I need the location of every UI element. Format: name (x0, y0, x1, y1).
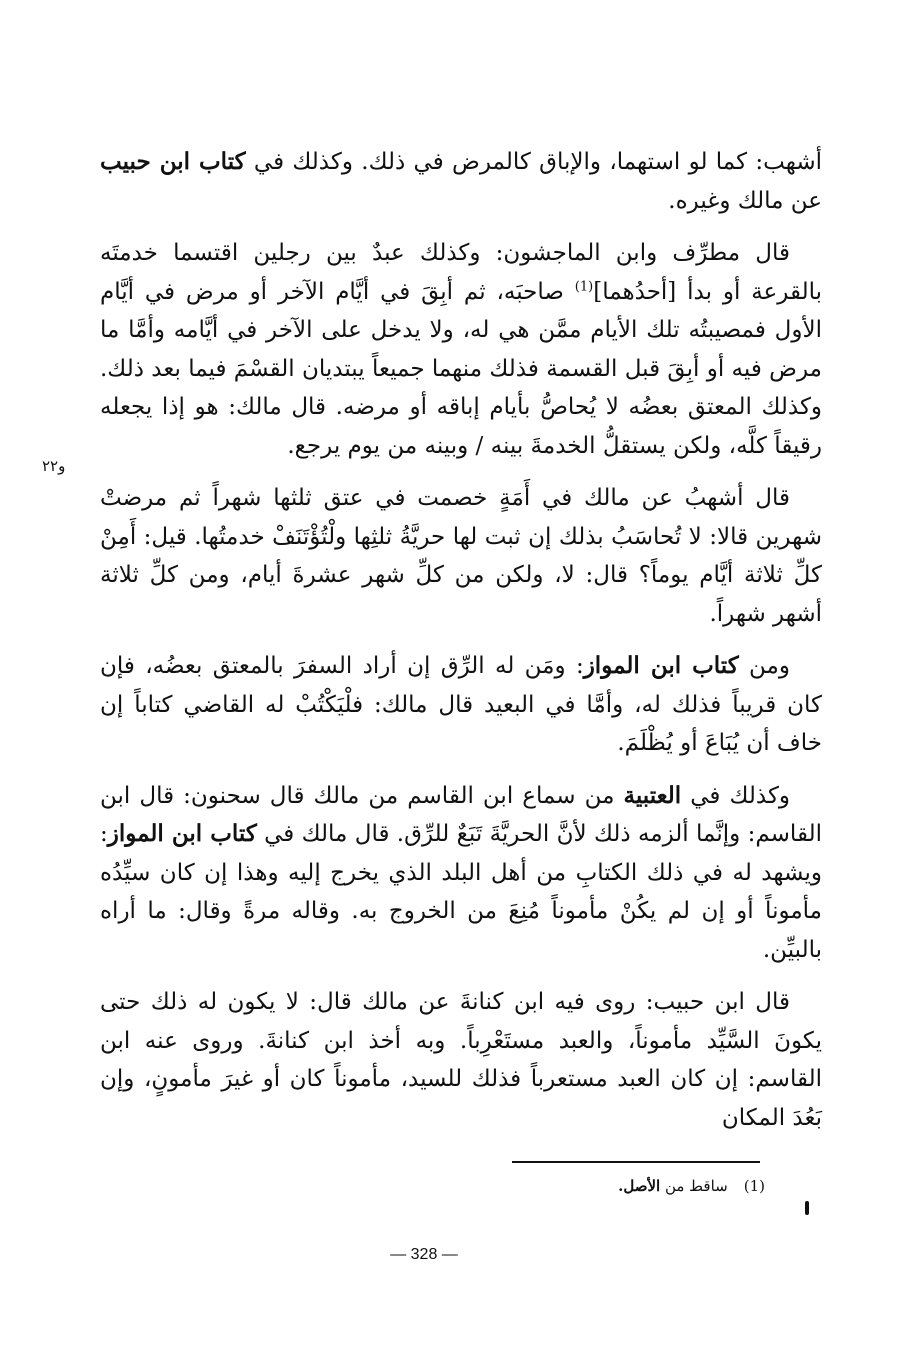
paragraph-text: : ومَن له الرِّق إن أراد السفرَ بالمعتق بعضُه، فإن كان قريباً فذلك له، وأمَّا في البعيد قال مالك: فلْيَكْتُبْ له القاضي كتاباً إن خاف أن يُبَاعَ أو يُظْلَمَ. (100, 653, 822, 756)
paragraph-text: : ويشهد له في ذلك الكتابِ من أهل البلد الذي يخرج إليه وهذا إن كان سيِّدُه مأموناً أو إن لم يكُنْ مأموناً مُنِعَ من الخروج به. وقاله مرةً وقال: ما أراه بالبيِّن. (100, 821, 822, 963)
page-number: — 328 — (390, 1246, 458, 1263)
footnote-reference: (1) (574, 278, 594, 294)
paragraph-3 (100, 479, 822, 633)
footnote-divider (512, 1161, 760, 1163)
paragraph-text: قال ابن حبيب: روى فيه ابن كنانةَ عن مالك قال: لا يكون له ذلك حتى يكونَ السَّيِّد مأموناً، والعبد مستَعْرِباً. وبه أخذ ابن كنانةَ. وروى عنه ابن القاسم: إن كان العبد مستعرباً فذلك للسيد، مأموناً كان أو غيرَ مأمونٍ، وإن بَعُدَ المكان (100, 989, 822, 1131)
paragraph-text: وكذلك في (681, 782, 790, 809)
footnote-text: ساقط من (660, 1177, 728, 1195)
paragraph-2 (100, 234, 822, 465)
book-title: كتاب ابن المواز (107, 820, 257, 847)
paragraph-text: أشهب: كما لو استهما، والإباق كالمرض في ذلك. وكذلك في (245, 149, 822, 175)
paragraph-text: صاحبَه، ثم أبِقَ في أيَّام الآخر أو مرض في أيَّام الأول فمصيبتُه تلك الأيام ممَّن هي له، ولا يدخل على الآخر في أيَّامه وأمَّا ما مرض فيه أو أبِقَ قبل القسمة فذلك منهما جميعاً يبتديان القسْمَ فيما بعد ذلك. وكذلك المعتق بعضُه لا يُحاصُّ بأيام إباقه أو مرضه. قال مالك: هو إذا يجعله رقيقاً كلَّه، ولكن يستقلُّ الخدمةَ بينه / وبينه من يوم يرجع. (100, 278, 822, 459)
book-title: كتاب ابن المواز (583, 652, 739, 679)
paragraph-text: قال أشهبُ عن مالك في أَمَةٍ خصمت في عتق ثلثها شهراً ثم مرضتْ شهرين قالا: لا تُحاسَبُ بذلك إن ثبت لها حريَّةُ ثلثِها ولْتُؤْتَنَفْ خدمتُها. قيل: أَمِنْ كلِّ ثلاثة أيَّام يوماً؟ قال: لا، ولكن من كلِّ شهر عشرةَ أيام، ومن كلِّ ثلاثة أشهر شهراً. (100, 485, 822, 627)
paragraph-1 (100, 143, 822, 220)
paragraph-6 (100, 983, 822, 1137)
book-title: كتاب ابن حبيب (100, 148, 246, 175)
paragraph-4 (100, 647, 822, 763)
main-text (100, 143, 822, 1151)
footnote (560, 1177, 765, 1195)
book-title: العتبية (623, 781, 682, 809)
paragraph-text: ومن (738, 653, 790, 679)
margin-folio-note: و٢٢ (42, 457, 66, 475)
footnote-text-bold: الأصل. (618, 1177, 661, 1195)
footnote-mark: (1) (743, 1177, 765, 1195)
paragraph-text: من سماع ابن القاسم من مالك قال سحنون: قال ابن القاسم: وإنَّما ألزمه ذلك لأنَّ الحريَّةَ تَبَعٌ للرِّق. قال مالك في (100, 782, 822, 847)
paragraph-text: عن مالك وغيره. (668, 187, 822, 214)
paragraph-text: قال مطرِّف وابن الماجشون: وكذلك عبدٌ بين رجلين اقتسما خدمتَه بالقرعة أو بدأ [أحدُهما] (100, 240, 822, 305)
margin-mark (805, 1201, 809, 1215)
paragraph-5 (100, 777, 822, 970)
